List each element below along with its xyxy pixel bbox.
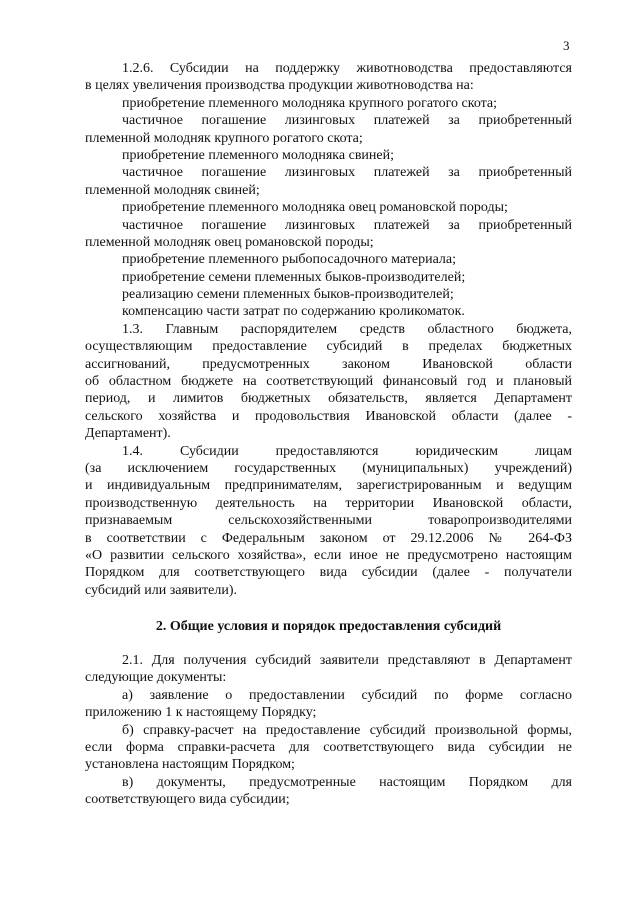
text-line: частичное погашение лизинговых платежей за приобретенный (122, 217, 572, 233)
text-line: реализацию семени племенных быков-производителей; (122, 287, 454, 303)
text-line: соответствующего вида субсидии; (85, 792, 290, 808)
text-line: приобретение племенного рыбопосадочного материала; (122, 252, 457, 268)
text-line: следующие документы: (85, 670, 227, 686)
text-line: «О развитии сельского хозяйства», если иное не предусмотрено настоящим (85, 547, 572, 563)
text-line: 1.2.6. Субсидии на поддержку животноводства предоставляются (122, 61, 572, 76)
text-line: в целях увеличения производства продукции животноводства на: (85, 78, 474, 94)
text-line: приобретение племенного молодняка крупного рогатого скота; (122, 95, 498, 111)
text-line: частичное погашение лизинговых платежей за приобретенный (122, 113, 572, 129)
text-line: а) заявление о предоставлении субсидий по форме согласно (122, 687, 572, 703)
text-line: субсидий или заявители). (85, 582, 238, 598)
text-line: установлена настоящим Порядком; (85, 757, 295, 773)
text-line: если форма справки-расчета для соответствующего вида субсидии не (85, 739, 572, 755)
text-line: в соответствии с Федеральным законом от 29.12.2006 № 264-ФЗ (85, 530, 572, 546)
text-line: племенной молодняк овец романовской породы; (85, 234, 374, 250)
text-line: частичное погашение лизинговых платежей за приобретенный (122, 165, 572, 181)
text-line: и индивидуальным предпринимателям, зарегистрированным и ведущим (85, 478, 572, 494)
text-line: осуществляющим предоставление субсидий в пределах бюджетных (85, 339, 572, 355)
text-line: компенсацию части затрат по содержанию кроликоматок. (122, 304, 465, 320)
section-2-heading: 2. Общие условия и порядок предоставления субсидий (155, 619, 502, 634)
text-line: ассигнований, предусмотренных законом Ивановской области (85, 356, 572, 372)
page-number: 3 (563, 38, 570, 53)
text-line: 1.4. Субсидии предоставляются юридическим лицам (122, 443, 572, 459)
text-line: в) документы, предусмотренные настоящим Порядком для (122, 774, 572, 790)
text-line: Департамент). (85, 426, 171, 442)
text-line: приложению 1 к настоящему Порядку; (85, 705, 317, 721)
text-line: признаваемым сельскохозяйственными товаропроизводителями (85, 513, 572, 529)
text-line: (за исключением государственных (муниципальных) учреждений) (85, 460, 572, 476)
text-line: сельского хозяйства и продовольствия Ивановской области (далее - (85, 408, 572, 424)
text-line: 1.3. Главным распорядителем средств областного бюджета, (122, 321, 572, 337)
text-line: приобретение племенного молодняка овец романовской породы; (122, 200, 508, 216)
text-line: приобретение племенного молодняка свиней; (122, 147, 395, 163)
text-line: 2.1. Для получения субсидий заявители представляют в Департамент (122, 653, 572, 668)
text-line: б) справку-расчет на предоставление субсидий произвольной формы, (122, 722, 572, 738)
text-line: производственную деятельность на территории Ивановской области, (85, 495, 572, 511)
text-line: об областном бюджете на соответствующий финансовый год и плановый (85, 374, 572, 390)
section-2-text (85, 652, 572, 809)
text-line: Порядком для соответствующего вида субсидии (далее - получатели (85, 565, 572, 581)
text-line: приобретение семени племенных быков-производителей; (122, 269, 466, 285)
section-1-text (85, 60, 572, 599)
text-line: племенной молодняк свиней; (85, 182, 260, 198)
text-line: племенной молодняк крупного рогатого скота; (85, 130, 363, 146)
text-line: период, и лимитов бюджетных обязательств, является Департамент (85, 391, 572, 407)
